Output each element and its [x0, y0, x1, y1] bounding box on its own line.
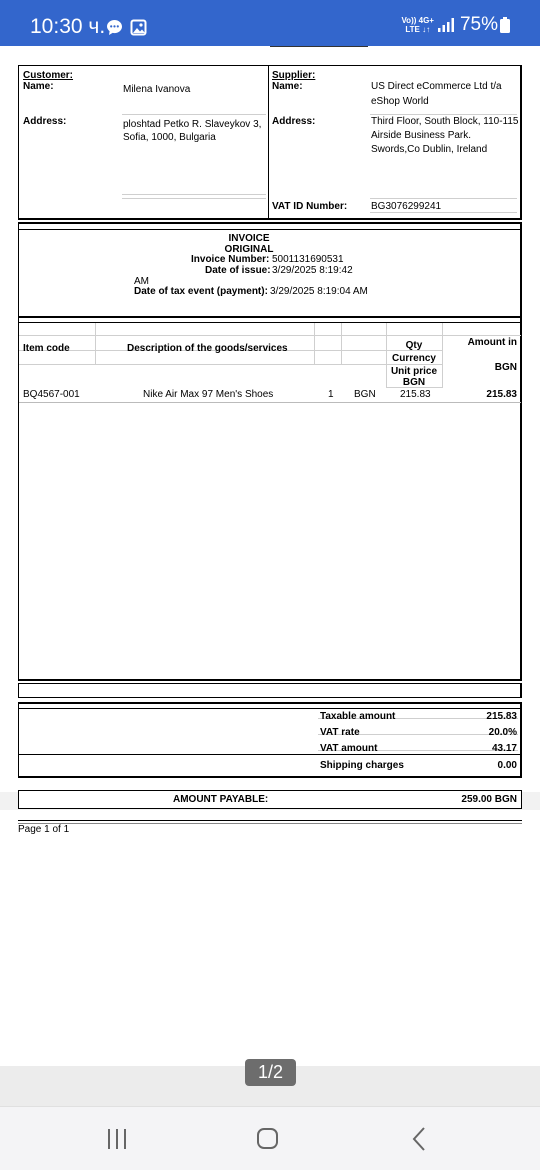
customer-heading: Customer: — [23, 70, 74, 81]
supplier-name-label: Name: — [272, 81, 303, 92]
taxable-value: 215.83 — [486, 711, 517, 722]
tax-event-label: Date of tax event (payment): — [134, 286, 268, 297]
spacer-box — [18, 683, 522, 698]
row-amount: 215.83 — [486, 389, 517, 400]
supplier-vat-value: BG3076299241 — [371, 201, 442, 212]
vat-amount-value: 43.17 — [491, 743, 517, 754]
row-currency: BGN — [354, 389, 376, 400]
issue-date: 3/29/2025 8:19:42 — [272, 265, 353, 276]
taxable-label: Taxable amount — [320, 711, 396, 722]
customer-address-line1: ploshtad Petko R. Slaveykov 3, — [123, 119, 262, 130]
status-right — [401, 14, 510, 36]
parties-divider — [268, 66, 269, 219]
col-qty: Qty — [405, 340, 423, 351]
row-item-code: BQ4567-001 — [23, 389, 80, 400]
supplier-address-line3: Swords,Co Dublin, Ireland — [371, 144, 488, 155]
battery-icon — [500, 17, 510, 33]
col-amount-currency: BGN — [494, 362, 517, 373]
chat-bubble-icon — [106, 19, 123, 36]
invoice-copy: ORIGINAL — [224, 244, 274, 255]
back-icon[interactable] — [405, 1125, 435, 1153]
invoice-title: INVOICE — [228, 233, 270, 244]
network-indicator: Vo)) 4G+ LTE ↓↑ — [401, 16, 434, 34]
supplier-heading: Supplier: — [272, 70, 316, 81]
col-unit-price: Unit price — [390, 366, 438, 377]
amount-payable-label: AMOUNT PAYABLE: — [173, 794, 269, 805]
customer-address-line2: Sofia, 1000, Bulgaria — [123, 132, 216, 143]
vat-rate-value: 20.0% — [488, 727, 517, 738]
col-unit-price-currency: BGN — [402, 377, 426, 388]
col-amount: Amount in — [467, 337, 517, 348]
customer-name: Milena Ivanova — [123, 84, 191, 95]
row-qty: 1 — [328, 389, 334, 400]
supplier-address-line1: Third Floor, South Block, 110-115 — [371, 116, 519, 127]
col-currency: Currency — [392, 353, 436, 364]
invoice-document[interactable] — [0, 46, 540, 1066]
recents-icon[interactable] — [102, 1125, 132, 1153]
customer-name-label: Name: — [23, 81, 54, 92]
tax-event-date: 3/29/2025 8:19:04 AM — [270, 286, 368, 297]
page-indicator: 1/2 — [245, 1059, 296, 1086]
supplier-name-line1: US Direct eCommerce Ltd t/a — [371, 81, 502, 92]
row-unit-price: 215.83 — [400, 389, 431, 400]
customer-address-label: Address: — [23, 116, 67, 127]
vat-rate-label: VAT rate — [320, 727, 360, 738]
supplier-address-label: Address: — [272, 116, 316, 127]
supplier-vat-label: VAT ID Number: — [272, 201, 348, 212]
home-icon[interactable] — [253, 1125, 283, 1153]
status-time: 10:30 ч. — [30, 15, 106, 38]
invoice-number-label: Invoice Number: — [191, 254, 270, 265]
shipping-value: 0.00 — [497, 760, 517, 771]
supplier-name-line2: eShop World — [371, 96, 429, 107]
top-rule — [270, 46, 368, 47]
issue-date-am: AM — [134, 276, 149, 287]
supplier-address-line2: Airside Business Park. — [371, 130, 472, 141]
shipping-label: Shipping charges — [320, 760, 404, 771]
vat-amount-label: VAT amount — [320, 743, 378, 754]
signal-icon — [438, 18, 454, 32]
gallery-icon — [130, 19, 147, 36]
issue-date-label: Date of issue: — [205, 265, 271, 276]
amount-payable-value: 259.00 BGN — [461, 794, 517, 805]
battery-percent: 75% — [459, 14, 498, 35]
col-item-code: Item code — [23, 343, 70, 354]
invoice-number: 5001131690531 — [272, 254, 344, 265]
navigation-bar — [0, 1106, 540, 1170]
status-bar — [0, 0, 540, 46]
page-info: Page 1 of 1 — [18, 824, 70, 835]
row-description: Nike Air Max 97 Men's Shoes — [143, 389, 274, 400]
col-description: Description of the goods/services — [127, 343, 288, 354]
